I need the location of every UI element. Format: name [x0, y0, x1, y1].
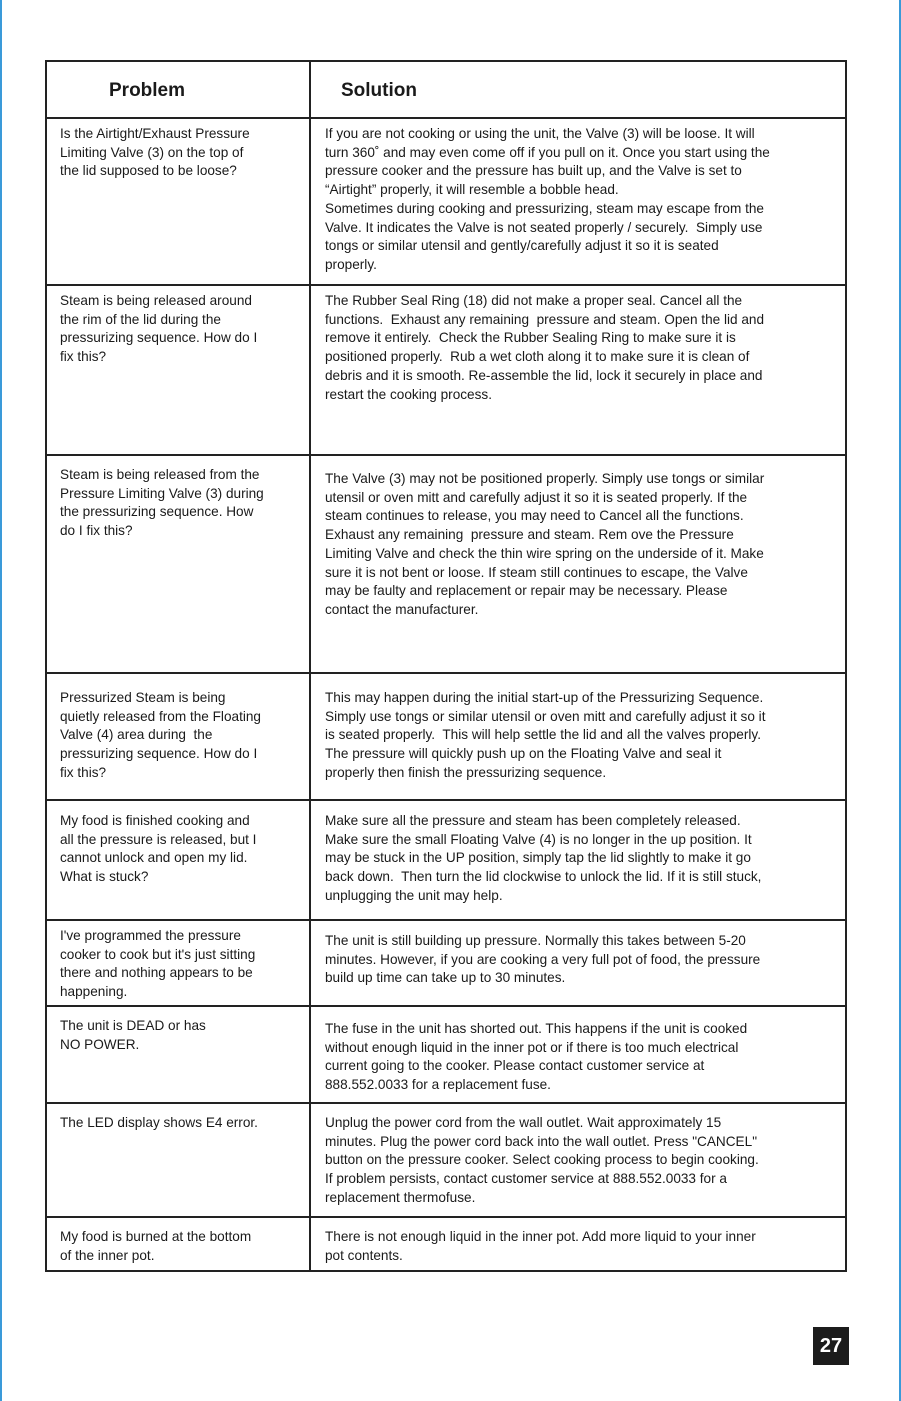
- problem-text: Steam is being released from the Pressure Limiting Valve (3) during the pressurizing sequence. How do I fix this?: [60, 467, 264, 539]
- table-row: [47, 1218, 845, 1270]
- solution-text: Unplug the power cord from the wall outlet. Wait approximately 15 minutes. Plug the power cord back into the wall outlet. Press "CANCEL" button on the pressure cooker. Select cooking process to begin cooking. If problem persists, contact customer service at 888.552.0033 for a replacement thermofuse.: [325, 1115, 759, 1205]
- page-edge-left: [0, 0, 2, 1401]
- problem-text: Steam is being released around the rim of the lid during the pressurizing sequence. How do I fix this?: [60, 293, 258, 365]
- table-header-row: [47, 62, 845, 119]
- solution-text: The unit is still building up pressure. Normally this takes between 5-20 minutes. However, if you are cooking a very full pot of food, the pressure build up time can take up to 30 minutes.: [325, 933, 761, 986]
- troubleshooting-table: [45, 60, 847, 1272]
- table-row: [47, 456, 845, 674]
- solution-text: The Valve (3) may not be positioned properly. Simply use tongs or similar utensil or oven mitt and carefully adjust it so it is seated properly. If the steam continues to release, you may need to Cancel all the functions. Exhaust any remaining pressure and steam. Rem ove the Pressure Limiting Valve and check the thin wire spring on the underside of it. Make sure it is not bent or loose. If steam still continues to escape, the Valve may be faulty and replacement or repair may be necessary. Please contact the manufacturer.: [325, 471, 765, 617]
- problem-text: My food is finished cooking and all the pressure is released, but I cannot unlock and open my lid. What is stuck?: [60, 813, 257, 885]
- solution-header-cell: [311, 62, 845, 117]
- table-row: [47, 1007, 845, 1104]
- problem-cell: [47, 921, 311, 1005]
- problem-text: Pressurized Steam is being quietly released from the Floating Valve (4) area during the pressurizing sequence. How do I fix this?: [60, 690, 261, 780]
- problem-cell: [47, 119, 311, 284]
- problem-cell: [47, 674, 311, 799]
- problem-cell: [47, 801, 311, 919]
- solution-header: Solution: [341, 80, 417, 101]
- solution-cell: [311, 286, 845, 454]
- problem-header-cell: [47, 62, 311, 117]
- solution-text: This may happen during the initial start-up of the Pressurizing Sequence. Simply use tongs or similar utensil or oven mitt and carefully adjust it so it is seated properly. This will help settle the lid and all the valves properly. The pressure will quickly push up on the Floating Valve and seal it properly then finish the pressurizing sequence.: [325, 690, 766, 780]
- problem-cell: [47, 286, 311, 454]
- problem-header: Problem: [109, 80, 186, 101]
- problem-text: I've programmed the pressure cooker to cook but it's just sitting there and nothing appears to be happening.: [60, 928, 256, 1000]
- solution-cell: [311, 119, 845, 284]
- solution-cell: [311, 1104, 845, 1216]
- problem-text: The LED display shows E4 error.: [60, 1115, 258, 1130]
- solution-text: The fuse in the unit has shorted out. This happens if the unit is cooked without enough liquid in the inner pot or if there is too much electrical current going to the cooker. Please contact customer service at 888.552.0033 for a replacement fuse.: [325, 1021, 748, 1093]
- page-number: 27: [813, 1327, 849, 1365]
- problem-text: My food is burned at the bottom of the inner pot.: [60, 1229, 252, 1263]
- solution-text: The Rubber Seal Ring (18) did not make a proper seal. Cancel all the functions. Exhaust any remaining pressure and steam. Open the lid and remove it entirely. Check the Rubber Sealing Ring to make sure it is positioned properly. Rub a wet cloth along it to make sure it is clean of debris and it is smooth. Re-assemble the lid, lock it securely in place and restart the cooking process.: [325, 293, 765, 402]
- table-row: [47, 674, 845, 801]
- problem-cell: [47, 456, 311, 672]
- solution-text: There is not enough liquid in the inner pot. Add more liquid to your inner pot contents.: [325, 1229, 756, 1263]
- problem-cell: [47, 1007, 311, 1102]
- solution-text: If you are not cooking or using the unit, the Valve (3) will be loose. It will turn 360˚ and may even come off if you pull on it. Once you start using the pressure cooker and the pressure has built up, and the Valve is set to “Airtight” properly, it will resemble a bobble head. Sometimes during cooking and pressurizing, steam may escape from the Valve. It indicates the Valve is not seated properly / securely. Simply use tongs or similar utensil and gently/carefully adjust it so it is seated properly.: [325, 126, 770, 272]
- table-row: [47, 801, 845, 921]
- solution-cell: [311, 456, 845, 672]
- solution-cell: [311, 674, 845, 799]
- solution-text: Make sure all the pressure and steam has been completely released. Make sure the small Floating Valve (4) is no longer in the up position. It may be stuck in the UP position, simply tap the lid slightly to make it go back down. Then turn the lid clockwise to unlock the lid. If it is still stuck, unplugging the unit may help.: [325, 813, 762, 903]
- problem-text: Is the Airtight/Exhaust Pressure Limiting Valve (3) on the top of the lid supposed to be loose?: [60, 126, 250, 179]
- solution-cell: [311, 801, 845, 919]
- solution-cell: [311, 1007, 845, 1102]
- table-row: [47, 1104, 845, 1218]
- solution-cell: [311, 1218, 845, 1270]
- table-row: [47, 286, 845, 456]
- table-row: [47, 921, 845, 1007]
- solution-cell: [311, 921, 845, 1005]
- problem-text: The unit is DEAD or has NO POWER.: [60, 1018, 206, 1052]
- problem-cell: [47, 1218, 311, 1270]
- table-row: [47, 119, 845, 286]
- problem-cell: [47, 1104, 311, 1216]
